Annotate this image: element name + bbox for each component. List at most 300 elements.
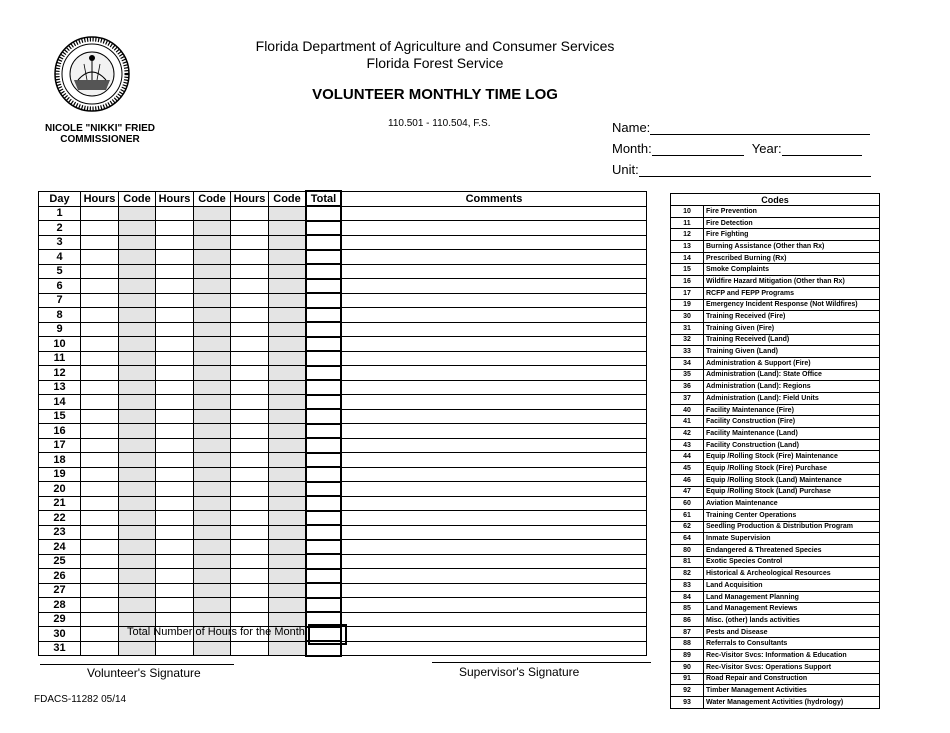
code-cell[interactable] bbox=[119, 308, 156, 323]
code-cell[interactable] bbox=[119, 598, 156, 613]
code-cell[interactable] bbox=[194, 424, 231, 439]
code-cell[interactable] bbox=[194, 612, 231, 627]
code-number: 11 bbox=[671, 217, 704, 229]
total-cell[interactable] bbox=[306, 293, 341, 308]
code-cell[interactable] bbox=[119, 540, 156, 555]
code-cell[interactable] bbox=[194, 482, 231, 497]
code-cell[interactable] bbox=[119, 511, 156, 526]
hours-cell[interactable] bbox=[156, 235, 194, 250]
hours-cell[interactable] bbox=[231, 612, 269, 627]
code-cell[interactable] bbox=[119, 395, 156, 410]
code-cell[interactable] bbox=[269, 482, 307, 497]
hours-cell[interactable] bbox=[81, 554, 119, 569]
hours-cell[interactable] bbox=[231, 293, 269, 308]
hours-cell[interactable] bbox=[231, 569, 269, 584]
hours-cell[interactable] bbox=[156, 264, 194, 279]
comments-cell[interactable] bbox=[341, 540, 647, 555]
code-cell[interactable] bbox=[194, 453, 231, 468]
code-cell[interactable] bbox=[194, 583, 231, 598]
hours-cell[interactable] bbox=[81, 569, 119, 584]
code-cell[interactable] bbox=[119, 409, 156, 424]
code-cell[interactable] bbox=[119, 467, 156, 482]
hours-cell[interactable] bbox=[81, 525, 119, 540]
hours-cell[interactable] bbox=[81, 438, 119, 453]
supervisor-signature-label: Supervisor's Signature bbox=[459, 665, 580, 679]
total-cell[interactable] bbox=[306, 250, 341, 265]
hours-cell[interactable] bbox=[231, 366, 269, 381]
code-cell[interactable] bbox=[194, 540, 231, 555]
hours-cell[interactable] bbox=[231, 308, 269, 323]
hours-cell[interactable] bbox=[231, 206, 269, 221]
hours-cell[interactable] bbox=[81, 395, 119, 410]
hours-cell[interactable] bbox=[231, 583, 269, 598]
code-cell[interactable] bbox=[269, 322, 307, 337]
code-row bbox=[671, 591, 880, 603]
unit-input-line[interactable] bbox=[639, 162, 871, 177]
day-row bbox=[39, 554, 647, 569]
hours-cell[interactable] bbox=[156, 569, 194, 584]
total-cell[interactable] bbox=[306, 337, 341, 352]
code-cell[interactable] bbox=[194, 366, 231, 381]
code-cell[interactable] bbox=[194, 467, 231, 482]
code-cell[interactable] bbox=[119, 641, 156, 656]
code-cell[interactable] bbox=[119, 235, 156, 250]
code-cell[interactable] bbox=[269, 366, 307, 381]
code-cell[interactable] bbox=[269, 206, 307, 221]
day-row bbox=[39, 366, 647, 381]
day-row bbox=[39, 264, 647, 279]
code-cell[interactable] bbox=[119, 322, 156, 337]
agency-name: Florida Department of Agriculture and Consumer Services bbox=[255, 38, 615, 54]
code-cell[interactable] bbox=[269, 438, 307, 453]
code-cell[interactable] bbox=[194, 221, 231, 236]
total-cell[interactable] bbox=[306, 569, 341, 584]
hours-cell[interactable] bbox=[81, 598, 119, 613]
hours-cell[interactable] bbox=[156, 221, 194, 236]
code-number: 32 bbox=[671, 334, 704, 346]
hours-cell[interactable] bbox=[231, 598, 269, 613]
comments-cell[interactable] bbox=[341, 221, 647, 236]
hours-cell[interactable] bbox=[156, 598, 194, 613]
code-cell[interactable] bbox=[194, 351, 231, 366]
code-cell[interactable] bbox=[269, 540, 307, 555]
hours-cell[interactable] bbox=[156, 511, 194, 526]
total-cell[interactable] bbox=[306, 264, 341, 279]
comments-cell[interactable] bbox=[341, 511, 647, 526]
code-cell[interactable] bbox=[194, 554, 231, 569]
total-cell[interactable] bbox=[306, 351, 341, 366]
code-description: Rec-Visitor Svcs: Information & Education bbox=[704, 650, 880, 662]
comments-cell[interactable] bbox=[341, 467, 647, 482]
hours-cell[interactable] bbox=[156, 554, 194, 569]
hours-cell[interactable] bbox=[81, 453, 119, 468]
hours-cell[interactable] bbox=[156, 438, 194, 453]
hours-header: Hours bbox=[156, 191, 194, 206]
comments-cell[interactable] bbox=[341, 293, 647, 308]
hours-cell[interactable] bbox=[81, 540, 119, 555]
code-cell[interactable] bbox=[119, 279, 156, 294]
code-row bbox=[671, 287, 880, 299]
hours-cell[interactable] bbox=[156, 641, 194, 656]
comments-cell[interactable] bbox=[341, 366, 647, 381]
total-cell[interactable] bbox=[306, 380, 341, 395]
hours-cell[interactable] bbox=[231, 467, 269, 482]
total-cell[interactable] bbox=[306, 322, 341, 337]
comments-cell[interactable] bbox=[341, 453, 647, 468]
code-cell[interactable] bbox=[194, 308, 231, 323]
code-cell[interactable] bbox=[269, 293, 307, 308]
hours-cell[interactable] bbox=[81, 279, 119, 294]
comments-cell[interactable] bbox=[341, 322, 647, 337]
hours-cell[interactable] bbox=[231, 540, 269, 555]
code-row bbox=[671, 322, 880, 334]
day-row bbox=[39, 511, 647, 526]
code-cell[interactable] bbox=[269, 221, 307, 236]
comments-cell[interactable] bbox=[341, 424, 647, 439]
hours-cell[interactable] bbox=[156, 206, 194, 221]
code-cell[interactable] bbox=[269, 511, 307, 526]
name-input-line[interactable] bbox=[650, 120, 870, 135]
code-cell[interactable] bbox=[119, 525, 156, 540]
total-cell[interactable] bbox=[306, 540, 341, 555]
hours-cell[interactable] bbox=[81, 351, 119, 366]
hours-cell[interactable] bbox=[156, 424, 194, 439]
code-cell[interactable] bbox=[119, 554, 156, 569]
hours-cell[interactable] bbox=[156, 250, 194, 265]
hours-cell[interactable] bbox=[156, 612, 194, 627]
code-row bbox=[671, 276, 880, 288]
code-cell[interactable] bbox=[119, 293, 156, 308]
hours-cell[interactable] bbox=[231, 438, 269, 453]
code-cell[interactable] bbox=[269, 424, 307, 439]
code-description: Prescribed Burning (Rx) bbox=[704, 252, 880, 264]
code-cell[interactable] bbox=[194, 206, 231, 221]
hours-cell[interactable] bbox=[81, 641, 119, 656]
comments-cell[interactable] bbox=[341, 496, 647, 511]
day-number: 29 bbox=[39, 612, 81, 627]
hours-cell[interactable] bbox=[231, 279, 269, 294]
statute-reference: 110.501 - 110.504, F.S. bbox=[388, 118, 491, 129]
day-number: 4 bbox=[39, 250, 81, 265]
comments-cell[interactable] bbox=[341, 598, 647, 613]
day-number: 23 bbox=[39, 525, 81, 540]
code-cell[interactable] bbox=[269, 409, 307, 424]
codes-header-row bbox=[671, 194, 880, 206]
hours-cell[interactable] bbox=[81, 612, 119, 627]
code-cell[interactable] bbox=[119, 264, 156, 279]
code-row bbox=[671, 334, 880, 346]
comments-cell[interactable] bbox=[341, 337, 647, 352]
comments-header: Comments bbox=[341, 191, 647, 206]
comments-cell[interactable] bbox=[341, 235, 647, 250]
total-cell[interactable] bbox=[306, 235, 341, 250]
hours-cell[interactable] bbox=[231, 409, 269, 424]
code-cell[interactable] bbox=[269, 279, 307, 294]
comments-cell[interactable] bbox=[341, 569, 647, 584]
code-cell[interactable] bbox=[269, 264, 307, 279]
code-cell[interactable] bbox=[269, 583, 307, 598]
code-cell[interactable] bbox=[269, 453, 307, 468]
code-cell[interactable] bbox=[119, 453, 156, 468]
code-cell[interactable] bbox=[119, 366, 156, 381]
code-row bbox=[671, 264, 880, 276]
code-row bbox=[671, 229, 880, 241]
comments-cell[interactable] bbox=[341, 482, 647, 497]
hours-cell[interactable] bbox=[81, 496, 119, 511]
code-cell[interactable] bbox=[269, 554, 307, 569]
code-row bbox=[671, 416, 880, 428]
hours-cell[interactable] bbox=[81, 293, 119, 308]
code-row bbox=[671, 498, 880, 510]
code-cell[interactable] bbox=[194, 235, 231, 250]
code-number: 91 bbox=[671, 673, 704, 685]
code-cell[interactable] bbox=[194, 264, 231, 279]
hours-cell[interactable] bbox=[231, 337, 269, 352]
code-cell[interactable] bbox=[119, 351, 156, 366]
total-cell[interactable] bbox=[306, 438, 341, 453]
comments-cell[interactable] bbox=[341, 612, 647, 627]
code-cell[interactable] bbox=[119, 612, 156, 627]
code-cell[interactable] bbox=[194, 322, 231, 337]
day-number: 12 bbox=[39, 366, 81, 381]
code-cell[interactable] bbox=[269, 337, 307, 352]
comments-cell[interactable] bbox=[341, 395, 647, 410]
code-cell[interactable] bbox=[194, 293, 231, 308]
code-cell[interactable] bbox=[194, 438, 231, 453]
comments-cell[interactable] bbox=[341, 206, 647, 221]
year-input-line[interactable] bbox=[782, 141, 862, 156]
code-cell[interactable] bbox=[119, 250, 156, 265]
total-cell[interactable] bbox=[306, 409, 341, 424]
code-row bbox=[671, 357, 880, 369]
hours-cell[interactable] bbox=[156, 308, 194, 323]
day-row bbox=[39, 598, 647, 613]
code-cell[interactable] bbox=[194, 598, 231, 613]
hours-cell[interactable] bbox=[231, 395, 269, 410]
hours-cell[interactable] bbox=[81, 627, 119, 642]
hours-cell[interactable] bbox=[156, 366, 194, 381]
comments-cell[interactable] bbox=[341, 583, 647, 598]
code-cell[interactable] bbox=[194, 641, 231, 656]
code-number: 85 bbox=[671, 603, 704, 615]
total-cell[interactable] bbox=[306, 366, 341, 381]
code-cell[interactable] bbox=[194, 250, 231, 265]
hours-cell[interactable] bbox=[231, 496, 269, 511]
hours-cell[interactable] bbox=[156, 380, 194, 395]
code-cell[interactable] bbox=[269, 308, 307, 323]
code-cell[interactable] bbox=[194, 409, 231, 424]
code-description: Administration (Land): Field Units bbox=[704, 393, 880, 405]
code-cell[interactable] bbox=[269, 525, 307, 540]
hours-cell[interactable] bbox=[156, 525, 194, 540]
day-number: 30 bbox=[39, 627, 81, 642]
hours-cell[interactable] bbox=[81, 264, 119, 279]
total-cell[interactable] bbox=[306, 221, 341, 236]
code-cell[interactable] bbox=[269, 250, 307, 265]
hours-cell[interactable] bbox=[156, 540, 194, 555]
total-cell[interactable] bbox=[306, 467, 341, 482]
hours-cell[interactable] bbox=[81, 337, 119, 352]
comments-cell[interactable] bbox=[341, 525, 647, 540]
code-cell[interactable] bbox=[119, 337, 156, 352]
code-cell[interactable] bbox=[119, 569, 156, 584]
total-cell[interactable] bbox=[306, 554, 341, 569]
comments-cell[interactable] bbox=[341, 409, 647, 424]
hours-cell[interactable] bbox=[156, 337, 194, 352]
day-row bbox=[39, 540, 647, 555]
hours-cell[interactable] bbox=[156, 293, 194, 308]
total-cell[interactable] bbox=[306, 279, 341, 294]
hours-cell[interactable] bbox=[156, 453, 194, 468]
code-cell[interactable] bbox=[194, 337, 231, 352]
hours-cell[interactable] bbox=[81, 250, 119, 265]
hours-cell[interactable] bbox=[156, 351, 194, 366]
total-cell[interactable] bbox=[306, 583, 341, 598]
day-number: 31 bbox=[39, 641, 81, 656]
hours-cell[interactable] bbox=[81, 380, 119, 395]
code-number: 81 bbox=[671, 556, 704, 568]
hours-cell[interactable] bbox=[81, 322, 119, 337]
day-number: 6 bbox=[39, 279, 81, 294]
total-cell[interactable] bbox=[306, 482, 341, 497]
total-cell[interactable] bbox=[306, 308, 341, 323]
hours-cell[interactable] bbox=[81, 308, 119, 323]
code-cell[interactable] bbox=[269, 235, 307, 250]
total-hours-box[interactable] bbox=[308, 624, 347, 645]
code-row bbox=[671, 439, 880, 451]
code-description: Timber Management Activities bbox=[704, 685, 880, 697]
hours-cell[interactable] bbox=[81, 482, 119, 497]
day-number: 25 bbox=[39, 554, 81, 569]
code-cell[interactable] bbox=[119, 496, 156, 511]
code-cell[interactable] bbox=[269, 467, 307, 482]
code-cell[interactable] bbox=[119, 221, 156, 236]
day-row bbox=[39, 250, 647, 265]
code-cell[interactable] bbox=[194, 496, 231, 511]
code-cell[interactable] bbox=[269, 569, 307, 584]
department-seal bbox=[54, 36, 130, 112]
code-number: 92 bbox=[671, 685, 704, 697]
hours-cell[interactable] bbox=[156, 583, 194, 598]
hours-cell[interactable] bbox=[81, 206, 119, 221]
hours-cell[interactable] bbox=[156, 409, 194, 424]
hours-cell[interactable] bbox=[231, 322, 269, 337]
hours-cell[interactable] bbox=[156, 395, 194, 410]
hours-cell[interactable] bbox=[231, 641, 269, 656]
hours-cell[interactable] bbox=[156, 279, 194, 294]
comments-cell[interactable] bbox=[341, 351, 647, 366]
hours-cell[interactable] bbox=[231, 482, 269, 497]
day-number: 15 bbox=[39, 409, 81, 424]
code-cell[interactable] bbox=[119, 482, 156, 497]
code-description: Facility Maintenance (Land) bbox=[704, 428, 880, 440]
hours-cell[interactable] bbox=[81, 235, 119, 250]
code-cell[interactable] bbox=[194, 511, 231, 526]
supervisor-signature-line[interactable] bbox=[432, 662, 651, 663]
comments-cell[interactable] bbox=[341, 380, 647, 395]
day-row bbox=[39, 380, 647, 395]
code-cell[interactable] bbox=[194, 279, 231, 294]
code-cell[interactable] bbox=[119, 206, 156, 221]
hours-cell[interactable] bbox=[231, 525, 269, 540]
day-row bbox=[39, 206, 647, 221]
hours-cell[interactable] bbox=[231, 380, 269, 395]
comments-cell[interactable] bbox=[341, 264, 647, 279]
total-cell[interactable] bbox=[306, 424, 341, 439]
comments-cell[interactable] bbox=[341, 554, 647, 569]
code-cell[interactable] bbox=[119, 380, 156, 395]
month-input-line[interactable] bbox=[652, 141, 744, 156]
comments-cell[interactable] bbox=[341, 250, 647, 265]
hours-cell[interactable] bbox=[231, 453, 269, 468]
code-cell[interactable] bbox=[119, 583, 156, 598]
comments-cell[interactable] bbox=[341, 279, 647, 294]
hours-cell[interactable] bbox=[81, 467, 119, 482]
code-cell[interactable] bbox=[269, 641, 307, 656]
code-cell[interactable] bbox=[269, 351, 307, 366]
code-cell[interactable] bbox=[269, 380, 307, 395]
code-description: Equip /Rolling Stock (Fire) Maintenance bbox=[704, 451, 880, 463]
total-cell[interactable] bbox=[306, 525, 341, 540]
hours-cell[interactable] bbox=[156, 496, 194, 511]
code-cell[interactable] bbox=[269, 612, 307, 627]
comments-cell[interactable] bbox=[341, 308, 647, 323]
hours-cell[interactable] bbox=[231, 424, 269, 439]
hours-cell[interactable] bbox=[156, 322, 194, 337]
hours-cell[interactable] bbox=[81, 424, 119, 439]
comments-cell[interactable] bbox=[341, 641, 647, 656]
hours-cell[interactable] bbox=[231, 264, 269, 279]
hours-cell[interactable] bbox=[81, 409, 119, 424]
hours-cell[interactable] bbox=[81, 583, 119, 598]
total-cell[interactable] bbox=[306, 206, 341, 221]
code-cell[interactable] bbox=[194, 525, 231, 540]
hours-cell[interactable] bbox=[81, 511, 119, 526]
comments-cell[interactable] bbox=[341, 627, 647, 642]
total-cell[interactable] bbox=[306, 395, 341, 410]
volunteer-signature-line[interactable] bbox=[40, 664, 234, 665]
code-cell[interactable] bbox=[119, 438, 156, 453]
hours-cell[interactable] bbox=[231, 235, 269, 250]
hours-cell[interactable] bbox=[231, 554, 269, 569]
code-cell[interactable] bbox=[269, 395, 307, 410]
code-cell[interactable] bbox=[269, 496, 307, 511]
day-number: 19 bbox=[39, 467, 81, 482]
code-cell[interactable] bbox=[269, 598, 307, 613]
total-cell[interactable] bbox=[306, 496, 341, 511]
day-row bbox=[39, 424, 647, 439]
hours-cell[interactable] bbox=[231, 221, 269, 236]
hours-cell[interactable] bbox=[156, 467, 194, 482]
hours-cell[interactable] bbox=[156, 482, 194, 497]
code-cell[interactable] bbox=[119, 424, 156, 439]
hours-cell[interactable] bbox=[81, 366, 119, 381]
code-cell[interactable] bbox=[194, 395, 231, 410]
total-cell[interactable] bbox=[306, 453, 341, 468]
total-cell[interactable] bbox=[306, 598, 341, 613]
code-row bbox=[671, 311, 880, 323]
code-cell[interactable] bbox=[194, 569, 231, 584]
code-row bbox=[671, 568, 880, 580]
comments-cell[interactable] bbox=[341, 438, 647, 453]
hours-cell[interactable] bbox=[231, 511, 269, 526]
day-number: 11 bbox=[39, 351, 81, 366]
code-cell[interactable] bbox=[194, 380, 231, 395]
total-cell[interactable] bbox=[306, 511, 341, 526]
hours-cell[interactable] bbox=[81, 221, 119, 236]
hours-cell[interactable] bbox=[231, 250, 269, 265]
hours-cell[interactable] bbox=[231, 351, 269, 366]
